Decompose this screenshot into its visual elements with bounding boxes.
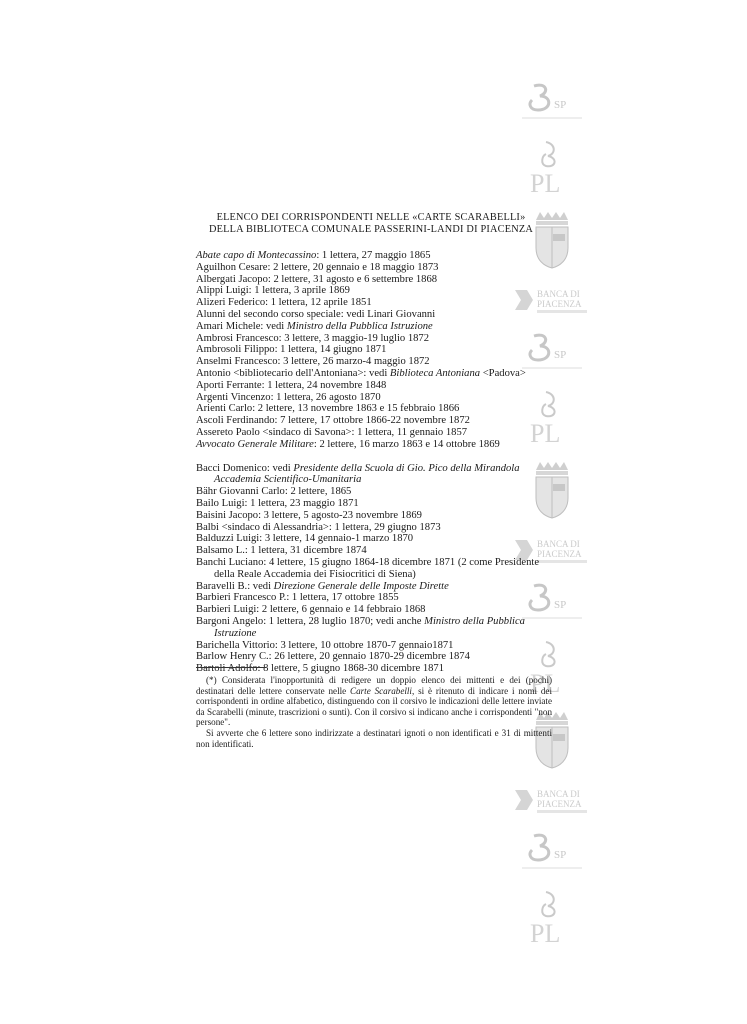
- entry-text: Anselmi Francesco: 3 lettere, 26 marzo-4 maggio 1872: [196, 356, 430, 368]
- list-item: [196, 356, 556, 368]
- entry-text: Baravelli B.: vedi: [196, 580, 274, 592]
- footnote: [196, 675, 552, 749]
- footnote-italic: Carte Scarabelli: [350, 685, 412, 696]
- entry-italic-text: Direzione Generale delle Imposte Dirette: [273, 580, 449, 592]
- footnote-paragraph-2: Si avverte che 6 lettere sono indirizzate a destinatari ignoti o non identificati e 31 di mittenti non identificati.: [196, 727, 552, 749]
- list-item: [196, 262, 556, 274]
- list-item: [196, 498, 556, 510]
- list-item: [196, 415, 556, 427]
- list-item: [196, 581, 556, 593]
- entry-text: Bartoli Adolfo: 8 lettere, 5 giugno 1868-30 dicembre 1871: [196, 663, 445, 675]
- entry-italic-text: Presidente della Scuola di Gio. Pico della Mirandola Accademia Scientifico-Umanitaria: [214, 462, 520, 486]
- entry-text: Barbieri Francesco P.: 1 lettera, 17 ottobre 1855: [196, 592, 399, 604]
- list-item: [196, 439, 556, 451]
- entry-text: Albergati Jacopo: 2 lettere, 31 agosto e 6 settembre 1868: [196, 273, 438, 285]
- entry-text: Arienti Carlo: 2 lettere, 13 novembre 1863 e 15 febbraio 1866: [196, 403, 460, 415]
- entry-italic-text: Abate capo di Montecassino: [196, 250, 317, 261]
- entry-text: Alizeri Federico: 1 lettera, 12 aprile 1851: [196, 297, 372, 309]
- list-item: [196, 522, 556, 534]
- list-item: [196, 333, 556, 345]
- entry-text: Barlow Henry C.: 26 lettere, 20 gennaio 1870-29 dicembre 1874: [196, 651, 470, 663]
- bsp-logo-icon: [516, 830, 588, 874]
- footnote-text: , si è ritenuto di indicare i nomi dei corrispondenti in ordine alfabetico, distinguendo con il corsivo le indicazioni delle lettere inviate da Scarabelli (minute, trascrizioni o sunti). Con il corsivo si indicano anche i corrispondenti "non persone".: [196, 685, 552, 728]
- footnote-paragraph-1: [196, 675, 552, 728]
- footnote-rule: [196, 667, 266, 668]
- list-item: [196, 297, 556, 309]
- entry-text: Balsamo L.: 1 lettera, 31 dicembre 1874: [196, 545, 367, 557]
- banca-logo-line-2: PIACENZA: [537, 299, 582, 309]
- pl-logo-text: PL: [530, 169, 561, 196]
- pl-logo-text: PL: [530, 919, 561, 946]
- banca-logo-line-2: PIACENZA: [537, 549, 582, 559]
- list-item: [196, 486, 556, 498]
- entry-text: Barichella Vittorio: 3 lettere, 10 ottobre 1870-7 gennaio1871: [196, 639, 454, 651]
- list-item: [196, 663, 556, 675]
- entry-text: : 1 lettera, 27 maggio 1865: [316, 250, 431, 261]
- entry-italic-text: Ministro della Pubblica Istruzione: [214, 615, 525, 639]
- list-item: [196, 368, 556, 380]
- entry-text: Ambrosi Francesco: 3 lettere, 3 maggio-19 luglio 1872: [196, 332, 430, 344]
- entry-text: Bailo Luigi: 1 lettera, 23 maggio 1871: [196, 497, 359, 509]
- title-line-1: ELENCO DEI CORRISPONDENTI NELLE «CARTE SCARABELLI»: [216, 212, 526, 223]
- entry-text: Aguilhon Cesare: 2 lettere, 20 gennaio e 18 maggio 1873: [196, 261, 439, 273]
- bsp-logo-icon: [516, 80, 588, 124]
- pl-logo-icon: [516, 888, 588, 946]
- correspondents-list: [196, 250, 556, 675]
- list-item: [196, 640, 556, 652]
- entry-text: Alippi Luigi: 1 lettera, 3 aprile 1869: [196, 285, 350, 297]
- list-item: [196, 510, 556, 522]
- pl-logo-text: PL: [530, 669, 561, 696]
- entry-text: Argenti Vincenzo: 1 lettera, 26 agosto 1870: [196, 391, 381, 403]
- pl-logo-text: PL: [530, 419, 561, 446]
- pl-logo-icon: [516, 138, 588, 196]
- banca-logo-line-1: BANCA DI: [537, 789, 580, 799]
- entry-text: Alunni del secondo corso speciale: vedi Linari Giovanni: [196, 308, 436, 320]
- list-item: [196, 250, 556, 262]
- list-item: [196, 545, 556, 557]
- entry-text: Ascoli Ferdinando: 7 lettere, 17 ottobre 1866-22 novembre 1872: [196, 415, 470, 427]
- entry-italic-text: Ministro della Pubblica Istruzione: [286, 320, 433, 332]
- list-item: [196, 344, 556, 356]
- entry-text: Bähr Giovanni Carlo: 2 lettere, 1865: [196, 486, 352, 498]
- bsp-logo-text: SP: [554, 599, 567, 611]
- list-item: [196, 651, 556, 663]
- entry-text: Assereto Paolo <sindaco di Savona>: 1 lettera, 11 gennaio 1857: [196, 426, 468, 438]
- list-item: [196, 463, 556, 487]
- entry-text: Aporti Ferrante: 1 lettera, 24 novembre 1848: [196, 379, 387, 391]
- entry-text: Bargoni Angelo: 1 lettera, 28 luglio 1870; vedi anche: [196, 615, 425, 627]
- entry-text: Banchi Luciano: 4 lettere, 15 giugno 1864-18 dicembre 1871 (2 come Presidente della Reale Accademia dei Fisiocritici di Siena): [196, 556, 540, 580]
- bsp-logo-text: SP: [554, 99, 567, 111]
- list-item: [196, 427, 556, 439]
- list-item: [196, 403, 556, 415]
- list-item: [196, 321, 556, 333]
- list-item: [196, 557, 556, 581]
- page-title: [196, 212, 546, 236]
- list-item: [196, 380, 556, 392]
- title-line-2: DELLA BIBLIOTECA COMUNALE PASSERINI-LANDI DI PIACENZA: [209, 224, 533, 235]
- entry-text: Amari Michele: vedi: [196, 320, 287, 332]
- entry-italic-text: Biblioteca Antoniana: [389, 367, 481, 379]
- entry-text: Ambrosoli Filippo: 1 lettera, 14 giugno 1871: [196, 344, 387, 356]
- entry-text: : 2 lettere, 16 marzo 1863 e 14 ottobre 1869: [313, 438, 500, 450]
- list-item: [196, 392, 556, 404]
- footnote-text: (*) Considerata l'inopportunità di redigere un doppio elenco dei mittenti e dei (pochi) destinatari delle lettere conservate nelle: [196, 675, 552, 696]
- entry-text: Bacci Domenico: vedi: [196, 462, 294, 474]
- list-item: [196, 592, 556, 604]
- banca-logo-line-1: BANCA DI: [537, 289, 580, 299]
- list-item: [196, 309, 556, 321]
- entry-text: Balduzzi Luigi: 3 lettere, 14 gennaio-1 marzo 1870: [196, 533, 414, 545]
- entry-text: Baisini Jacopo: 3 lettere, 5 agosto-23 novembre 1869: [196, 509, 422, 521]
- entry-text: Barbieri Luigi: 2 lettere, 6 gennaio e 14 febbraio 1868: [196, 604, 426, 616]
- banca-logo-line-1: BANCA DI: [537, 539, 580, 549]
- list-item: [196, 533, 556, 545]
- entry-text: <Padova>: [480, 367, 526, 379]
- list-item: [196, 616, 556, 640]
- entry-text: Balbi <sindaco di Alessandria>: 1 lettera, 29 giugno 1873: [196, 521, 441, 533]
- list-item: [196, 285, 556, 297]
- bsp-logo-text: SP: [554, 849, 567, 861]
- entry-text: Antonio <bibliotecario dell'Antoniana>: vedi: [196, 367, 390, 379]
- list-item: [196, 604, 556, 616]
- banca-logo-line-2: PIACENZA: [537, 799, 582, 809]
- bsp-logo-text: SP: [554, 349, 567, 361]
- banca-logo-icon: [513, 784, 591, 816]
- section-gap: [196, 451, 556, 463]
- list-item: [196, 274, 556, 286]
- entry-italic-text: Avvocato Generale Militare: [196, 438, 314, 450]
